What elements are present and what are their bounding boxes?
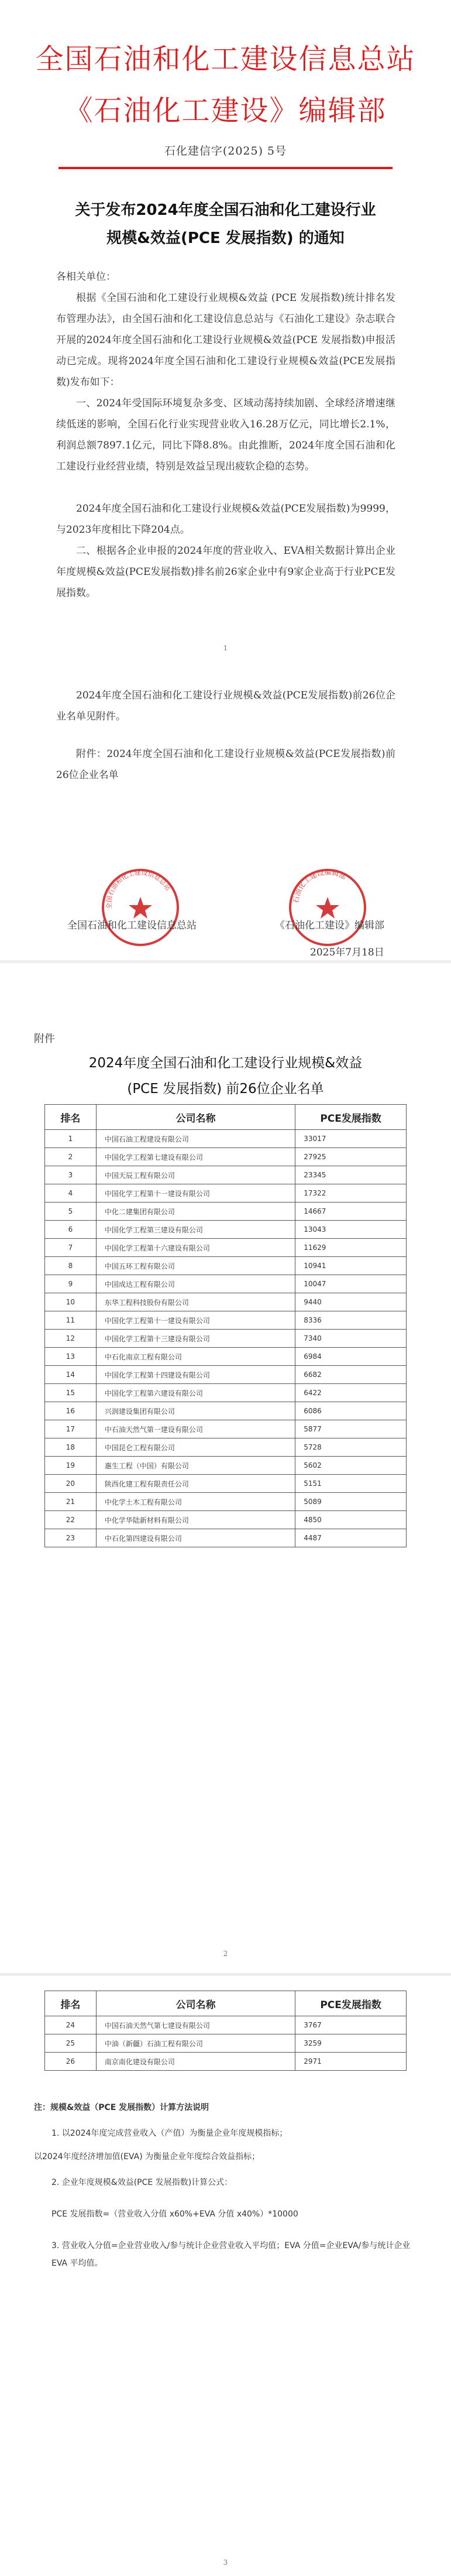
ranking-table	[44, 1104, 407, 1547]
table-header-row	[45, 1991, 407, 2016]
paragraph-4: 二、根据各企业申报的2024年度的营业收入、EVA相关数据计算出企业年度规模&效益(PCE发展指数)排名前26家企业中有9家企业高于行业PCE发展指数。	[56, 545, 395, 599]
column-header-pce-index: PCE发展指数	[295, 1991, 407, 2016]
table-row	[45, 1438, 407, 1457]
company-name-cell: 惠生工程（中国）有限公司	[96, 1457, 295, 1475]
rank-cell: 19	[45, 1457, 97, 1475]
rank-cell: 14	[45, 1366, 97, 1384]
method-note-line-4: 3. 营业收入分值=企业营业收入/参与统计企业营业收入平均值；EVA 分值=企业EVA/参与统计企业EVA 平均值。	[51, 2241, 411, 2268]
pce-index-cell: 7340	[295, 1330, 407, 1348]
notice-page	[0, 0, 451, 960]
company-name-cell: 中国化学工程第十六建设有限公司	[96, 1239, 295, 1257]
paragraph-1: 根据《全国石油和化工建设行业规模&效益 (PCE 发展指数)统计排名发布管理办法》，由全国石油和化工建设信息总站与《石油化工建设》杂志联合开展的2024年度全国石油和化工建设行业规模&效益(PCE 发展指数)申报活动已完成。现将2024年度全国石油和化工建设行业规模&效益(PCE发展指数)发布如下：	[56, 292, 395, 388]
table-row	[45, 1293, 407, 1311]
company-name-cell: 中国昆仑工程有限公司	[96, 1438, 295, 1457]
table-row	[45, 1130, 407, 1148]
company-name-cell: 中国化学工程第七建设有限公司	[96, 1148, 295, 1166]
company-name-cell: 中国五环工程有限公司	[96, 1257, 295, 1275]
rank-cell: 13	[45, 1348, 97, 1366]
pce-index-cell: 4850	[295, 1511, 407, 1529]
table-row	[45, 1384, 407, 1402]
method-note-line-1: 1. 以2024年度完成营业收入（产值）为衡量企业年度规模指标；	[51, 2129, 288, 2138]
table-row	[45, 2016, 407, 2034]
table-row	[45, 1239, 407, 1257]
table-row	[45, 1184, 407, 1203]
pce-index-cell: 5089	[295, 1493, 407, 1511]
salutation: 各相关单位：	[56, 271, 116, 283]
pce-index-cell: 3767	[295, 2016, 407, 2034]
company-name-cell: 中石化南京工程有限公司	[96, 1348, 295, 1366]
pce-index-cell: 13043	[295, 1221, 407, 1239]
pce-index-cell: 6422	[295, 1384, 407, 1402]
pce-index-cell: 5151	[295, 1475, 407, 1493]
pce-index-cell: 11629	[295, 1239, 407, 1257]
table-row	[45, 1420, 407, 1438]
rank-cell: 5	[45, 1203, 97, 1221]
company-name-cell: 兴润建设集团有限公司	[96, 1402, 295, 1420]
official-seal-right	[287, 866, 369, 948]
seal-left-text: 全国石油和化工建设信息总站	[105, 868, 172, 910]
rank-cell: 10	[45, 1293, 97, 1311]
column-header-company: 公司名称	[96, 1105, 295, 1130]
company-name-cell: 南京南化建设有限公司	[96, 2053, 295, 2071]
rank-cell: 12	[45, 1330, 97, 1348]
company-name-cell: 中化学华陆新材料有限公司	[96, 1511, 295, 1529]
signature-right: 《石油化工建设》编辑部	[275, 920, 384, 931]
annex-title-line2: (PCE 发展指数) 前26位企业名单	[127, 1081, 324, 1097]
method-note	[34, 2099, 420, 2272]
ranking-table-continued-body	[45, 2016, 407, 2071]
table-row	[45, 1148, 407, 1166]
pce-index-cell: 5728	[295, 1438, 407, 1457]
pce-index-cell: 10047	[295, 1275, 407, 1293]
pce-index-cell: 14667	[295, 1203, 407, 1221]
rank-cell: 3	[45, 1166, 97, 1184]
pce-index-cell: 27925	[295, 1148, 407, 1166]
table-row	[45, 2053, 407, 2071]
page-number: 2	[223, 1950, 228, 1958]
table-row	[45, 1330, 407, 1348]
rank-cell: 23	[45, 1529, 97, 1547]
ranking-table-continued	[44, 1991, 407, 2071]
table-row	[45, 1348, 407, 1366]
method-note-title: 注：规模&效益（PCE 发展指数）计算方法说明	[34, 2103, 209, 2112]
company-name-cell: 中国化学工程第十一建设有限公司	[96, 1184, 295, 1203]
pce-index-cell: 6682	[295, 1366, 407, 1384]
column-header-rank: 排名	[45, 1991, 97, 2016]
ranking-table-body	[45, 1130, 407, 1547]
rank-cell: 22	[45, 1511, 97, 1529]
rank-cell: 1	[45, 1130, 97, 1148]
method-note-line-2: 以2024年度经济增加值(EVA) 为衡量企业年度综合效益指标；	[34, 2152, 260, 2161]
company-name-cell: 中化二建集团有限公司	[96, 1203, 295, 1221]
rank-cell: 2	[45, 1148, 97, 1166]
company-name-cell: 中石油天然气第一建设有限公司	[96, 1420, 295, 1438]
rank-cell: 26	[45, 2053, 97, 2071]
paragraph-3: 2024年度全国石油和化工建设行业规模&效益(PCE发展指数)为9999，与2023年度相比下降204点。	[56, 503, 395, 536]
table-row	[45, 1311, 407, 1330]
company-name-cell: 东华工程科技股份有限公司	[96, 1293, 295, 1311]
table-row	[45, 1475, 407, 1493]
column-header-company: 公司名称	[96, 1991, 295, 2016]
rank-cell: 6	[45, 1221, 97, 1239]
table-row	[45, 1529, 407, 1547]
rank-cell: 8	[45, 1257, 97, 1275]
pce-index-cell: 3259	[295, 2034, 407, 2053]
official-seal-left	[99, 866, 181, 948]
pce-index-cell: 4487	[295, 1529, 407, 1547]
company-name-cell: 中石化第四建设有限公司	[96, 1529, 295, 1547]
table-row	[45, 1221, 407, 1239]
rank-cell: 15	[45, 1384, 97, 1402]
page-number: 3	[223, 2558, 228, 2567]
pce-index-cell: 2971	[295, 2053, 407, 2071]
rank-cell: 21	[45, 1493, 97, 1511]
rank-cell: 16	[45, 1402, 97, 1420]
table-row	[45, 1402, 407, 1420]
rank-cell: 11	[45, 1311, 97, 1330]
table-row	[45, 2034, 407, 2053]
table-row	[45, 1166, 407, 1184]
column-header-pce-index: PCE发展指数	[295, 1105, 407, 1130]
pce-index-cell: 5877	[295, 1420, 407, 1438]
rank-cell: 25	[45, 2034, 97, 2053]
table-row	[45, 1275, 407, 1293]
notice-title-line1: 关于发布2024年度全国石油和化工建设行业	[75, 201, 376, 219]
method-note-formula: PCE 发展指数=（营业收入分值 x60%+EVA 分值 x40%）*10000	[51, 2210, 298, 2219]
paragraph-2: 一、2024年受国际环境复杂多变、区域动荡持续加剧、全球经济增速继续低迷的影响，全国石化行业实现营业收入16.28万亿元，同比增长2.1%，利润总额7897.1亿元，同比下降8.8%。由此推断，2024年度全国石油和化工建设行业经营业绩，特别是效益呈现出疲软企稳的态势。	[56, 398, 395, 472]
paragraph-5: 2024年度全国石油和化工建设行业规模&效益(PCE发展指数)前26位企业名单见附件。	[56, 690, 395, 722]
rank-cell: 9	[45, 1275, 97, 1293]
notice-title-line2: 规模&效益(PCE 发展指数) 的通知	[106, 229, 345, 247]
pce-index-cell: 6984	[295, 1348, 407, 1366]
svg-text:石油化工建设编辑部	[292, 868, 347, 904]
pce-index-cell: 33017	[295, 1130, 407, 1148]
company-name-cell: 中国化学工程第十四建设有限公司	[96, 1366, 295, 1384]
company-name-cell: 中化学土木工程有限公司	[96, 1493, 295, 1511]
column-header-rank: 排名	[45, 1105, 97, 1130]
company-name-cell: 中国成达工程有限公司	[96, 1275, 295, 1293]
seal-right-text: 石油化工建设编辑部	[291, 868, 347, 904]
company-name-cell: 中国化学工程第三建设有限公司	[96, 1221, 295, 1239]
table-row	[45, 1511, 407, 1529]
rank-cell: 20	[45, 1475, 97, 1493]
table-row	[45, 1493, 407, 1511]
pce-index-cell: 8336	[295, 1311, 407, 1330]
annex-label: 附件	[34, 1033, 55, 1045]
signature-left: 全国石油和化工建设信息总站	[67, 920, 197, 931]
issuer-header-line2: 《石油化工建设》编辑部	[64, 94, 387, 127]
table-header-row	[45, 1105, 407, 1130]
rank-cell: 17	[45, 1420, 97, 1438]
method-note-line-3: 2. 企业年度规模&效益(PCE 发展指数)计算公式：	[51, 2178, 233, 2187]
company-name-cell: 中国化学工程第六建设有限公司	[96, 1384, 295, 1402]
company-name-cell: 陕西化建工程有限责任公司	[96, 1475, 295, 1493]
document-number: 石化建信字(2025) 5号	[164, 145, 287, 157]
issuer-header-line1: 全国石油和化工建设信息总站	[35, 43, 416, 76]
table-row	[45, 1366, 407, 1384]
attachment-line: 附件：2024年度全国石油和化工建设行业规模&效益(PCE发展指数)前26位企业名单	[56, 748, 395, 781]
company-name-cell: 中国化学工程第十一建设有限公司	[96, 1311, 295, 1330]
pce-index-cell: 9440	[295, 1293, 407, 1311]
table-row	[45, 1257, 407, 1275]
red-divider	[58, 167, 393, 169]
table-row	[45, 1457, 407, 1475]
company-name-cell: 中国石油天然气第七建设有限公司	[96, 2016, 295, 2034]
rank-cell: 24	[45, 2016, 97, 2034]
pce-index-cell: 17322	[295, 1184, 407, 1203]
issue-date: 2025年7月18日	[310, 947, 384, 958]
pce-index-cell: 5602	[295, 1457, 407, 1475]
company-name-cell: 中国石油工程建设有限公司	[96, 1130, 295, 1148]
pce-index-cell: 6086	[295, 1402, 407, 1420]
company-name-cell: 中国化学工程第十三建设有限公司	[96, 1330, 295, 1348]
rank-cell: 7	[45, 1239, 97, 1257]
company-name-cell: 中油（新疆）石油工程有限公司	[96, 2034, 295, 2053]
rank-cell: 4	[45, 1184, 97, 1203]
rank-cell: 18	[45, 1438, 97, 1457]
page-number: 1	[223, 644, 228, 652]
company-name-cell: 中国天辰工程有限公司	[96, 1166, 295, 1184]
pce-index-cell: 23345	[295, 1166, 407, 1184]
pce-index-cell: 10941	[295, 1257, 407, 1275]
annex-title-line1: 2024年度全国石油和化工建设行业规模&效益	[88, 1056, 363, 1071]
table-row	[45, 1203, 407, 1221]
